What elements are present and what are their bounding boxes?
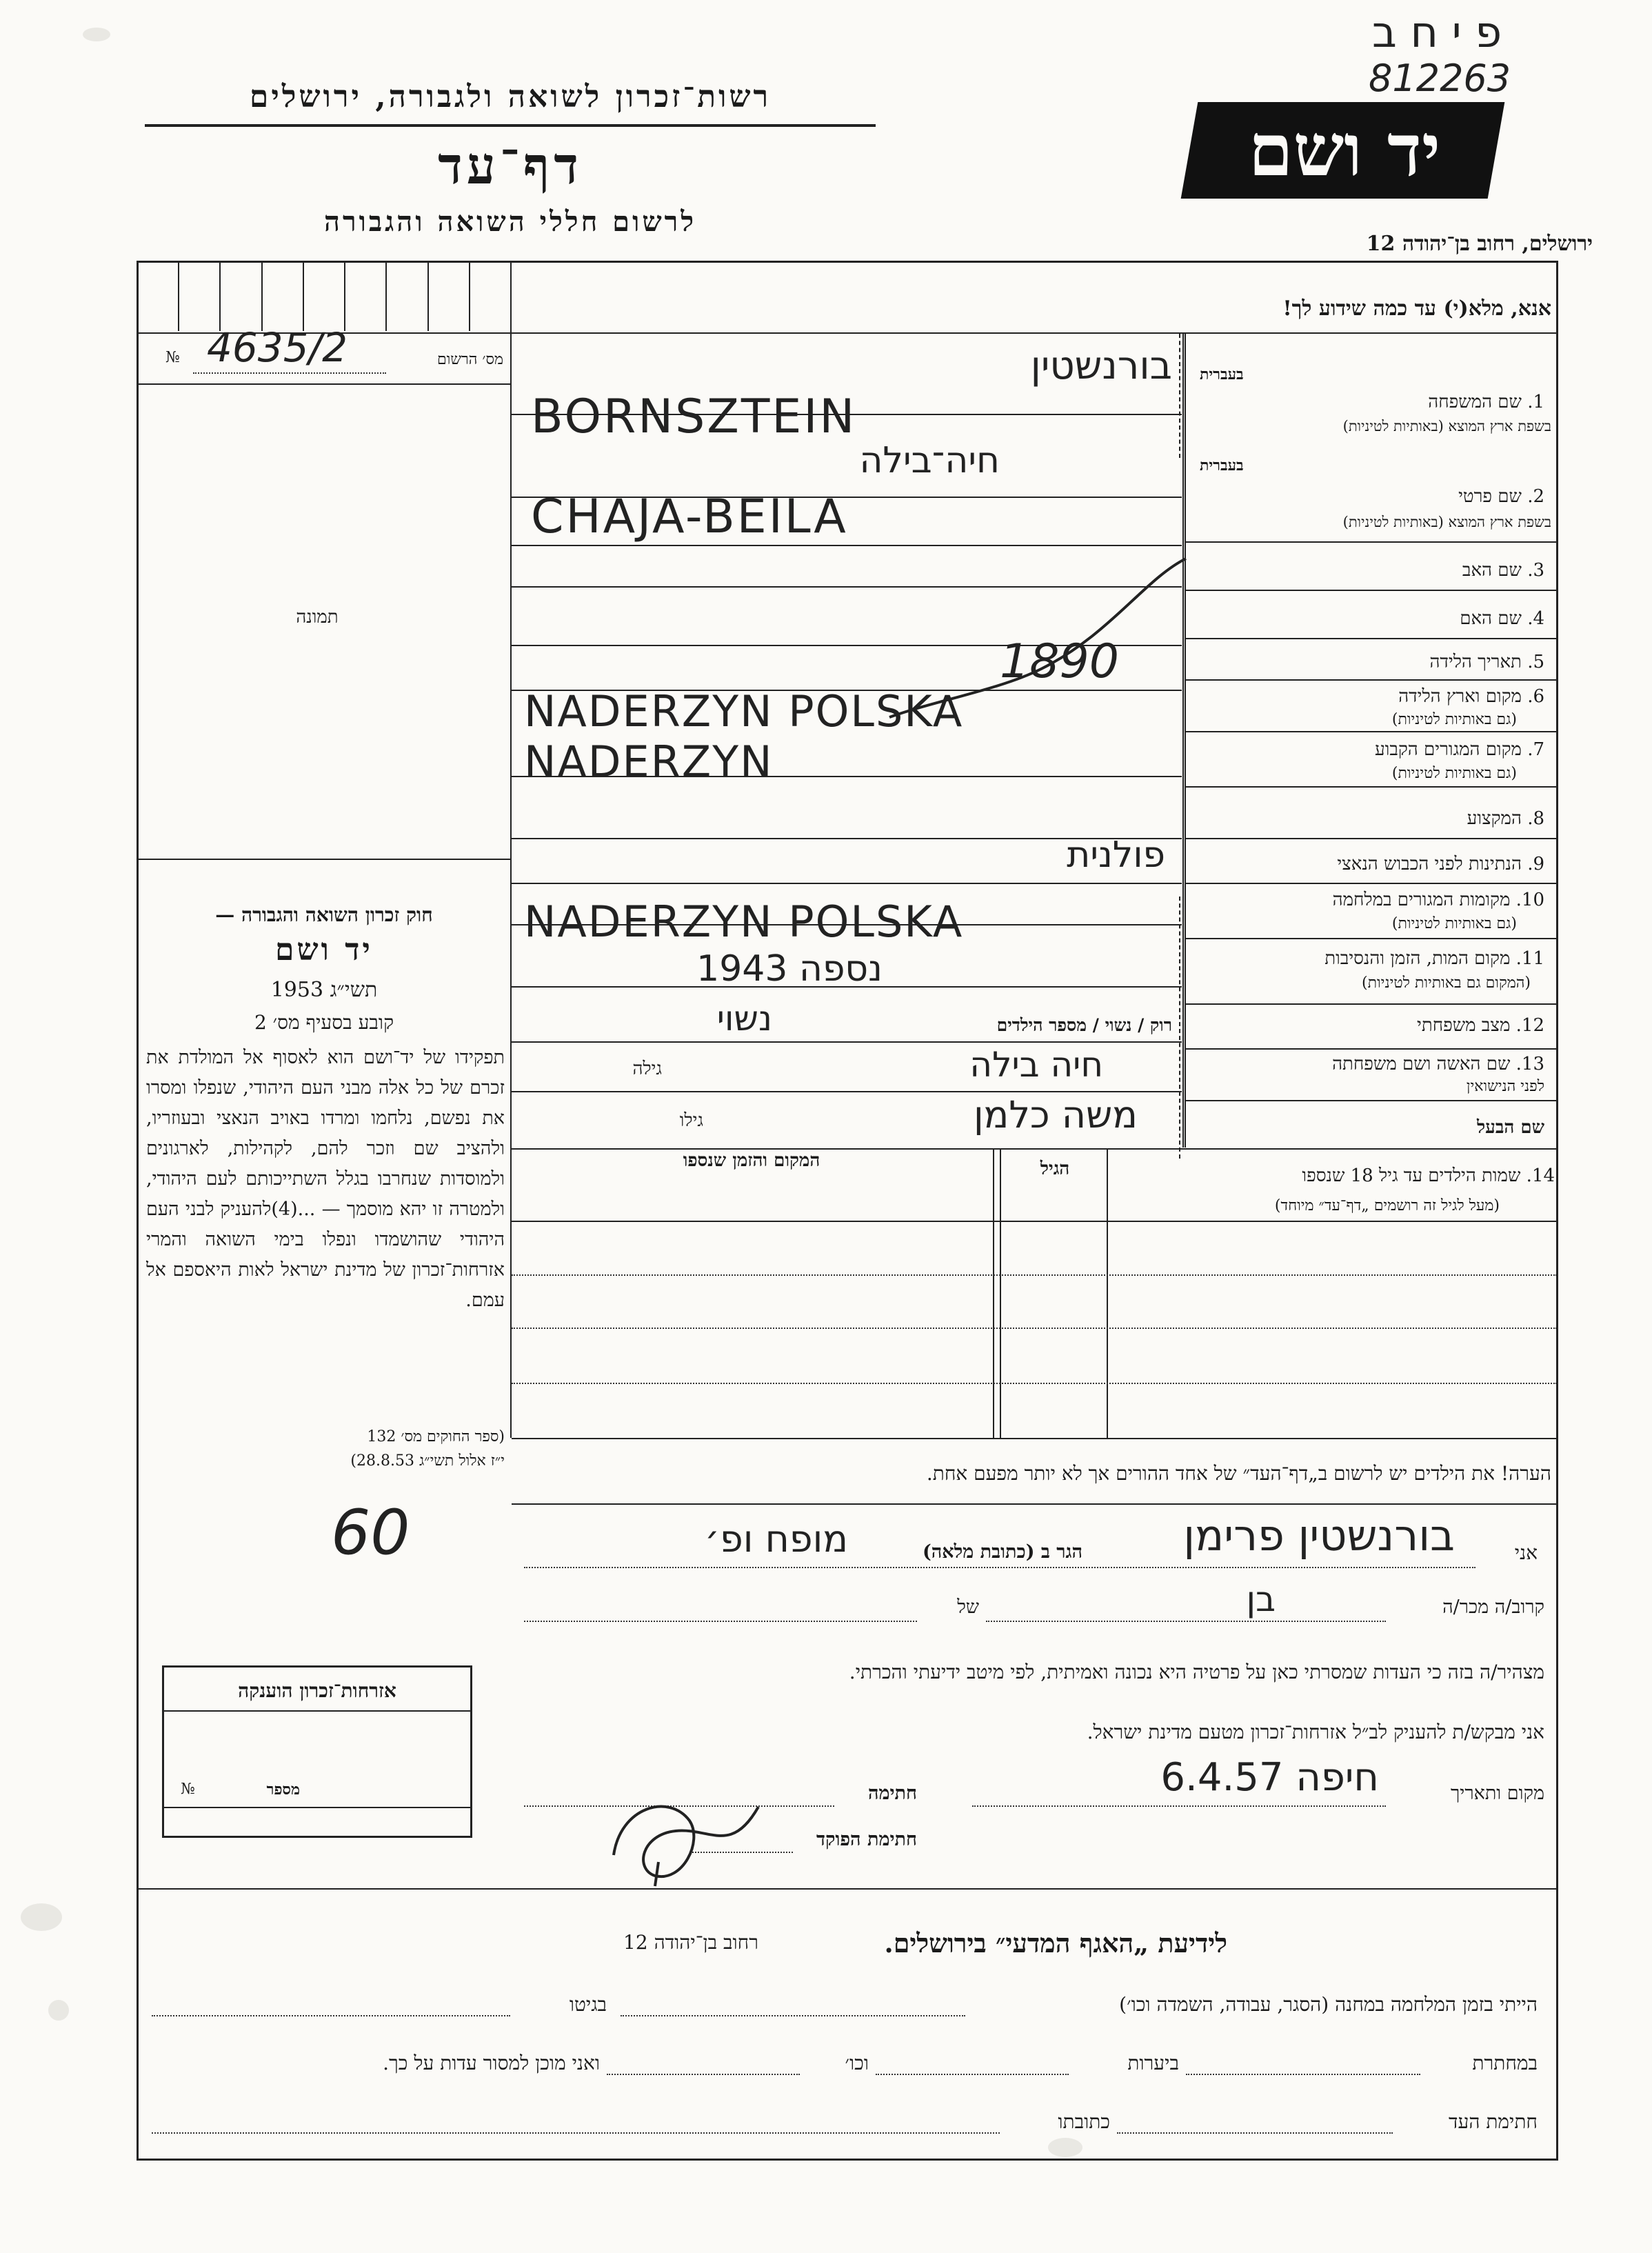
law-name: יד ושם — [275, 932, 373, 968]
law-source-date: י״ז אלול תשי״ג 28.8.53) — [350, 1452, 505, 1470]
decl-request: אני מבקש/ת להעניק לב״ל אזרחות־זכרון מטעם מדינת ישראל. — [1087, 1721, 1544, 1743]
decl-officer-label: חתימת הפוקד — [816, 1829, 917, 1850]
field11-sub: (המקום גם באותיות לטיניות) — [1362, 974, 1531, 992]
field5-label: 5. תאריך הלידה — [1429, 652, 1544, 672]
photo-label: תמונה — [296, 607, 339, 628]
logo-text: יד ושם — [1248, 108, 1441, 192]
field3-label: 3. שם האב — [1462, 560, 1544, 581]
footer-line3-a: חתימת העד — [1449, 2110, 1538, 2133]
children-label: 14. שמות הילדים עד גיל 18 שנספו — [1302, 1165, 1555, 1186]
decl-relative-label: קרוב/ה מכר/ה — [1442, 1596, 1544, 1618]
footer-line2-c: וכו׳ — [845, 2052, 869, 2074]
decl-address-value[interactable]: מופח ופ׳ — [704, 1517, 848, 1561]
officer-signature — [593, 1765, 772, 1896]
law-year: תשי״ג 1953 — [270, 978, 378, 1002]
field6-value[interactable]: NADERZYN POLSKA — [524, 686, 964, 737]
footer-line2-d: ואני מוכן למסור עדות על כך. — [383, 2052, 600, 2074]
footer-line2-a: במחתרת — [1472, 2052, 1538, 2074]
decl-signature-label: חתימה — [867, 1783, 917, 1804]
decl-of-label: של — [957, 1596, 979, 1618]
children-age-col: הגיל — [1040, 1159, 1070, 1179]
footer-line1-b: בגיטו — [569, 1993, 607, 2016]
husband-age-label: גילו — [679, 1110, 703, 1131]
field2-latin-value[interactable]: CHAJA-BEILA — [531, 490, 848, 544]
form-intro: אנא, מלא(י) עד כמה שידוע לך! — [1282, 297, 1551, 321]
citizenship-number-label: מספר — [266, 1781, 300, 1799]
decl-place-date-label: מקום ותאריך — [1451, 1783, 1544, 1804]
field10-value[interactable]: NADERZYN POLSKA — [524, 897, 964, 947]
hatch-boxes — [138, 262, 510, 331]
stamp-number: 60 — [331, 1496, 410, 1569]
field4-label: 4. שם האם — [1460, 608, 1544, 629]
decl-relative-value[interactable]: בן — [1246, 1579, 1276, 1619]
citizenship-title: אזרחות־זכרון הוענקה — [238, 1679, 396, 1702]
husband-value[interactable]: משה כלמן — [973, 1093, 1138, 1136]
field1-latin-value[interactable]: BORNSZTEIN — [531, 390, 857, 444]
authority-name: רשות־זכרון לשואה ולגבורה, ירושלים — [249, 79, 772, 114]
children-sub: (מעל לגיל זה רושמים „דף־עד״ מיוחד) — [1274, 1197, 1500, 1214]
decl-resident-label: הגר ב (כתובת מלאה) — [922, 1541, 1082, 1563]
field10-sub: (גם באותיות לטיניות) — [1391, 915, 1517, 932]
reg-number: 4635/2 — [207, 324, 348, 371]
footer-line3-b: כתובתו — [1058, 2110, 1110, 2133]
field13-sub: לפני הנישואין — [1466, 1078, 1544, 1095]
field7-value[interactable]: NADERZYN — [524, 737, 774, 787]
field1-hebrew-tag: בעברית — [1200, 366, 1244, 383]
field12-options: רוק / נשוי / מספר הילדים — [996, 1015, 1172, 1035]
field2-hebrew-value[interactable]: חיה־בילה — [859, 440, 1000, 481]
decl-i-label: אני — [1514, 1541, 1538, 1564]
field7-sub: (גם באותיות לטיניות) — [1391, 765, 1517, 782]
field2-label: 2. שם פרטי — [1458, 486, 1544, 507]
field13-age-label: גילה — [632, 1059, 662, 1079]
corner-code-letters: פ י ח ב — [1372, 7, 1502, 57]
footer-line2-b: ביערות — [1127, 2052, 1179, 2074]
decl-place-date-value[interactable]: חיפה 6.4.57 — [1160, 1755, 1379, 1800]
field9-label: 9. הנתינות לפני הכבוש הנאצי — [1337, 854, 1544, 874]
field2-hebrew-tag: בעברית — [1200, 457, 1244, 474]
field6-label: 6. מקום וארץ הלידה — [1398, 686, 1544, 707]
law-heading: חוק זכרון השואה והגבורה — — [215, 903, 433, 926]
footer-line1-a: הייתי בזמן המלחמה במחנה (הסגר, עבודה, השמדה וכו׳) — [1119, 1993, 1538, 2016]
law-clause: קובע בסעיף מס׳ 2 — [254, 1011, 394, 1034]
form-subtitle: לרשום חללי השואה והגבורה — [323, 206, 697, 238]
field12-value[interactable]: נשוי — [716, 999, 772, 1039]
field11-value[interactable]: נספה 1943 — [696, 948, 883, 990]
field8-label: 8. המקצוע — [1467, 808, 1544, 829]
children-place-col: המקום והזמן שנספו — [683, 1150, 820, 1171]
field1-hebrew-value[interactable]: בורנשטין — [1030, 343, 1172, 388]
footer-address: רחוב בן־יהודה 12 — [623, 1931, 758, 1954]
decl-affirm: מצהיר/ה בזה כי העדות שמסרתי כאן על פרטיה היא נכונה ואמיתית, לפי מיטב ידיעתי והכרתי. — [849, 1661, 1544, 1683]
footer-heading: לידיעת „האגף המדעי״ בירושלים. — [884, 1927, 1227, 1959]
reg-label: מס׳ הרשום — [436, 351, 503, 368]
law-source: (ספר החוקים מס׳ 132 — [367, 1428, 505, 1445]
header-address: ירושלים, רחוב בן־יהודה 12 — [1366, 232, 1593, 256]
field12-label: 12. מצב משפחתי — [1417, 1015, 1544, 1036]
field5-value[interactable]: 1890 — [1000, 634, 1120, 689]
field1-label: 1. שם המשפחה — [1428, 392, 1544, 412]
reg-no-mark: № — [165, 349, 180, 366]
field13-label: 13. שם האשה ושם משפחתה — [1332, 1054, 1544, 1074]
husband-label: שם הבעל — [1476, 1117, 1544, 1138]
field2-sub: בשפת ארץ המוצא (באותיות לטיניות) — [1342, 514, 1551, 530]
field6-sub: (גם באותיות לטיניות) — [1391, 711, 1517, 728]
field7-label: 7. מקום המגורים הקבוע — [1375, 739, 1544, 760]
decl-name-value[interactable]: בורנשטין פרימן — [1183, 1510, 1455, 1561]
form-title: דף־עד — [438, 137, 583, 196]
field10-label: 10. מקומות המגורים במלחמה — [1332, 890, 1544, 910]
field1-sub: בשפת ארץ המוצא (באותיות לטיניות) — [1342, 418, 1551, 434]
note: הערה! את הילדים יש לרשום ב„דף־העד״ של אחד ההורים אך לא יותר מפעם אחת. — [926, 1462, 1551, 1485]
field9-value[interactable]: פולנית — [1067, 834, 1165, 876]
field11-label: 11. מקום המות, הזמן והנסיבות — [1324, 948, 1544, 969]
corner-code-number: 812263 — [1369, 57, 1511, 100]
citizenship-no-mark: № — [181, 1781, 195, 1798]
field13-value[interactable]: חיה בילה — [969, 1045, 1103, 1085]
law-body: תפקידו של יד־ושם הוא לאסוף אל המולדת את זכרם של כל אלה מבני העם היהודי, שנפלו ומסרו את נפשם, נלחמו ומרדו באויב הנאצי ובעוזריו, ולהציב שם וזכר להם, לקהילות, לארגונים ולמוסדות שנחרבו בגלל השתייכותם לעם היהודי, ולמטרה זו יהא מוסמך — ...(4)להעניק לבני העם היהודי שהושמדו ונפלו בימי השואה והמרי אזרחות־זכרון של מדינת ישראל לאות היאספם אל עמם. — [146, 1047, 505, 1311]
